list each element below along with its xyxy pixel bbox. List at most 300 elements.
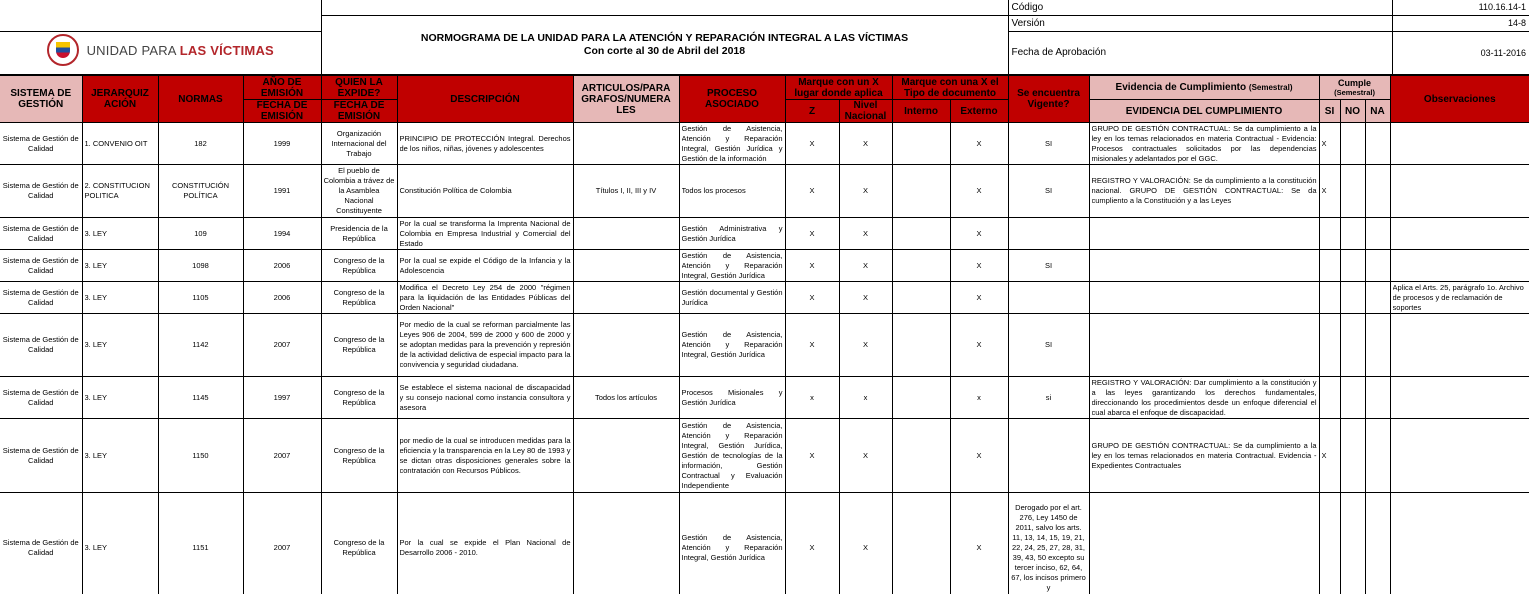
meta-codigo-label: Código xyxy=(1008,0,1392,15)
quien-cell xyxy=(321,250,397,282)
sistema-cell-text: Sistema de Gestión de Calidad xyxy=(2,537,79,557)
anio-cell-text: 1999 xyxy=(273,138,291,148)
proceso-cell xyxy=(679,250,785,282)
meta-fecha-value: 03-11-2016 xyxy=(1392,31,1529,74)
observaciones-cell xyxy=(1390,123,1529,165)
observaciones-cell xyxy=(1390,165,1529,218)
descripcion-cell xyxy=(397,250,573,282)
vigente-cell-text: Derogado por el art. 276, Ley 1450 de 2011, salvo los arts. 11, 13, 14, 15, 19, 21, 22, 24, 25, 27, 28, 31, 39, 43, 50 excepto su tercer inciso, 62, 64, 67, los incisos primero y xyxy=(1011,502,1086,592)
interno-cell xyxy=(892,123,950,165)
jerarquia-cell xyxy=(82,218,158,250)
col-evidencia-top: Evidencia de Cumplimiento (Semestral) xyxy=(1089,76,1319,100)
descripcion-cell xyxy=(397,493,573,594)
jerarquia-cell-text: 3. LEY xyxy=(84,260,108,270)
descripcion-cell-text: Modifica el Decreto Ley 254 de 2000 "régimen para la liquidación de las Entidades Públicas del Orden Nacional" xyxy=(399,282,571,312)
articulos-cell xyxy=(573,493,679,594)
nivel-nacional-cell-text: X xyxy=(863,260,869,270)
no-cell xyxy=(1340,282,1365,314)
evidencia-cell-text: GRUPO DE GESTIÓN CONTRACTUAL: Se da cumplimiento a la ley en los temas relacionados en materia Contractual. Evidencia -Expedientes Contractuales xyxy=(1091,440,1317,470)
lugar-z-cell xyxy=(785,123,839,165)
sistema-cell-text: Sistema de Gestión de Calidad xyxy=(2,335,79,354)
descripcion-cell-text: Por medio de la cual se reforman parcialmente las Leyes 906 de 2004, 599 de 2000 y 600 de 2000 y se adoptan medidas para la prevención y represión de la actividad delictiva de especial impacto para la convivencia y seguridad ciudadana. xyxy=(399,320,571,369)
table-row xyxy=(0,493,1529,594)
sistema-cell-text: Sistema de Gestión de Calidad xyxy=(2,387,79,407)
anio-cell xyxy=(243,282,321,314)
evidencia-cell xyxy=(1089,314,1319,377)
col-descripcion: DESCRIPCIÓN xyxy=(397,76,573,123)
sistema-cell-text: Sistema de Gestión de Calidad xyxy=(2,223,79,243)
title-line-1: NORMOGRAMA DE LA UNIDAD PARA LA ATENCIÓN Y REPARACIÓN INTEGRAL A LAS VÍCTIMAS xyxy=(420,31,909,44)
table-row xyxy=(0,419,1529,493)
na-cell xyxy=(1365,282,1390,314)
si-cell-text: X xyxy=(1321,138,1327,148)
observaciones-cell xyxy=(1390,377,1529,419)
evidencia-cell xyxy=(1089,218,1319,250)
descripcion-cell xyxy=(397,419,573,493)
externo-cell-text: X xyxy=(976,450,982,460)
table-row xyxy=(0,250,1529,282)
col-observaciones: Observaciones xyxy=(1390,76,1529,123)
articulos-cell xyxy=(573,165,679,218)
evidencia-cell xyxy=(1089,419,1319,493)
no-cell xyxy=(1340,250,1365,282)
si-cell-text: X xyxy=(1321,450,1327,460)
observaciones-cell xyxy=(1390,282,1529,314)
proceso-cell xyxy=(679,377,785,419)
quien-cell-text: Congreso de la República xyxy=(333,335,385,354)
na-cell xyxy=(1365,419,1390,493)
meta-fecha-label: Fecha de Aprobación xyxy=(1008,31,1392,74)
articulos-cell xyxy=(573,250,679,282)
vigente-cell-text: SI xyxy=(1044,260,1053,270)
descripcion-cell-text: Constitución Política de Colombia xyxy=(399,186,512,195)
quien-cell-text: Congreso de la República xyxy=(333,287,385,307)
proceso-cell xyxy=(679,314,785,377)
col-proceso: PROCESO ASOCIADO xyxy=(679,76,785,123)
vigente-cell xyxy=(1008,123,1089,165)
proceso-cell xyxy=(679,493,785,594)
anio-cell xyxy=(243,250,321,282)
vigente-cell-text: SI xyxy=(1044,138,1053,148)
anio-cell-text: 1991 xyxy=(273,186,291,195)
table-row xyxy=(0,218,1529,250)
externo-cell xyxy=(950,250,1008,282)
sistema-cell-text: Sistema de Gestión de Calidad xyxy=(2,445,79,465)
vigente-cell xyxy=(1008,218,1089,250)
descripcion-cell xyxy=(397,165,573,218)
interno-cell xyxy=(892,218,950,250)
articulos-cell xyxy=(573,314,679,377)
proceso-cell-text: Todos los procesos xyxy=(681,186,746,195)
si-cell xyxy=(1319,282,1340,314)
col-quien-fecha: FECHA DE EMISIÓN xyxy=(321,100,397,123)
vigente-cell-text: si xyxy=(1045,392,1052,402)
jerarquia-cell-text: 3. LEY xyxy=(84,392,108,402)
interno-cell xyxy=(892,314,950,377)
no-cell xyxy=(1340,314,1365,377)
table-row xyxy=(0,123,1529,165)
quien-cell-text: Congreso de la República xyxy=(333,537,385,557)
quien-cell xyxy=(321,419,397,493)
proceso-cell xyxy=(679,123,785,165)
logo-text: UNIDAD PARA LAS VÍCTIMAS xyxy=(86,42,274,58)
jerarquia-cell xyxy=(82,123,158,165)
nivel-nacional-cell xyxy=(839,165,892,218)
vigente-cell xyxy=(1008,250,1089,282)
anio-cell-text: 1997 xyxy=(273,392,291,402)
proceso-cell xyxy=(679,282,785,314)
si-cell xyxy=(1319,419,1340,493)
logo-cell xyxy=(0,31,321,74)
nivel-nacional-cell-text: X xyxy=(863,138,869,148)
col-quien: QUIEN LA EXPIDE? xyxy=(321,76,397,100)
si-cell xyxy=(1319,377,1340,419)
anio-cell xyxy=(243,165,321,218)
articulos-cell xyxy=(573,123,679,165)
descripcion-cell-text: PRINCIPIO DE PROTECCIÓN Integral. Derechos de los niños, niñas, jóvenes y adolescentes xyxy=(399,133,571,153)
col-interno: Interno xyxy=(892,100,950,123)
col-marque-lugar: Marque con un X lugar donde aplica xyxy=(785,76,892,100)
vigente-cell xyxy=(1008,493,1089,594)
quien-cell-text: Congreso de la República xyxy=(333,255,385,275)
col-fecha-emision: FECHA DE EMISIÓN xyxy=(243,100,321,123)
norma-cell-text: 1151 xyxy=(192,542,209,552)
norma-cell-text: 1105 xyxy=(192,292,209,302)
jerarquia-cell-text: 3. LEY xyxy=(84,228,108,238)
proceso-cell-text: Gestión documental y Gestión Jurídica xyxy=(681,287,783,307)
descripcion-cell-text: Por la cual se transforma la Imprenta Nacional de Colombia en Empresa Industrial y Comercial del Estado xyxy=(399,218,571,248)
col-lugar-nacional: Nivel Nacional xyxy=(839,100,892,123)
quien-cell xyxy=(321,165,397,218)
jerarquia-cell-text: 2. CONSTITUCION POLITICA xyxy=(84,181,150,200)
interno-cell xyxy=(892,493,950,594)
na-cell xyxy=(1365,314,1390,377)
quien-cell xyxy=(321,377,397,419)
quien-cell-text: Organización Internacional del Trabajo xyxy=(331,128,387,158)
jerarquia-cell-text: 3. LEY xyxy=(84,340,108,349)
descripcion-cell-text: Por la cual se expide el Código de la Infancia y la Adolescencia xyxy=(399,255,571,275)
externo-cell-text: X xyxy=(976,292,982,302)
anio-cell xyxy=(243,123,321,165)
jerarquia-cell-text: 1. CONVENIO OIT xyxy=(84,138,148,148)
vigente-cell xyxy=(1008,377,1089,419)
sistema-cell xyxy=(0,419,82,493)
nivel-nacional-cell xyxy=(839,419,892,493)
anio-cell xyxy=(243,377,321,419)
nivel-nacional-cell xyxy=(839,493,892,594)
col-na: NA xyxy=(1365,100,1390,123)
descripcion-cell-text: por medio de la cual se introducen medidas para la eficiencia y la transparencia en la Ley 80 de 1993 y se dictan otras disposiciones generales sobre la contratación con Recursos Públicos. xyxy=(399,435,571,475)
anio-cell-text: 2007 xyxy=(273,450,291,460)
quien-cell-text: Congreso de la República xyxy=(333,387,385,407)
vigente-cell xyxy=(1008,314,1089,377)
proceso-cell-text: Gestión de Asistencia, Atención y Reparación Integral, Gestión Jurídica xyxy=(681,532,783,562)
norma-cell-text: 1145 xyxy=(192,392,209,402)
nivel-nacional-cell-text: X xyxy=(863,450,869,460)
articulos-cell-text: Títulos I, II, III y IV xyxy=(595,186,657,195)
sistema-cell-text: Sistema de Gestión de Calidad xyxy=(2,181,79,200)
na-cell xyxy=(1365,377,1390,419)
descripcion-cell xyxy=(397,377,573,419)
nivel-nacional-cell-text: X xyxy=(863,186,869,195)
observaciones-cell xyxy=(1390,419,1529,493)
observaciones-cell xyxy=(1390,493,1529,594)
quien-cell xyxy=(321,314,397,377)
nivel-nacional-cell-text: X xyxy=(863,542,869,552)
norma-cell-text: 1150 xyxy=(192,450,209,460)
externo-cell-text: x xyxy=(977,392,981,402)
col-normas: NORMAS xyxy=(158,76,243,123)
proceso-cell-text: Gestión de Asistencia, Atención y Reparación Integral, Gestión Jurídica xyxy=(681,250,783,280)
proceso-cell-text: Gestión de Asistencia, Atención y Reparación Integral, Gestión Jurídica, Gestión de tecnologías de la información, Gestión Contractual y Evaluación Independiente xyxy=(681,420,783,490)
unidad-victimas-logo xyxy=(47,34,274,66)
nivel-nacional-cell xyxy=(839,314,892,377)
articulos-cell-text: Todos los artículos xyxy=(594,392,658,402)
interno-cell xyxy=(892,377,950,419)
externo-cell-text: X xyxy=(976,186,982,195)
interno-cell xyxy=(892,419,950,493)
colombia-seal-icon xyxy=(47,34,79,66)
meta-codigo-value: 110.16.14-1 xyxy=(1392,0,1529,15)
lugar-z-cell xyxy=(785,218,839,250)
articulos-cell xyxy=(573,419,679,493)
jerarquia-cell xyxy=(82,377,158,419)
lugar-z-cell-text: X xyxy=(809,228,815,238)
proceso-cell-text: Gestión de Asistencia, Atención y Reparación Integral, Gestión Jurídica xyxy=(681,330,783,359)
articulos-cell xyxy=(573,377,679,419)
lugar-z-cell-text: X xyxy=(809,260,815,270)
anio-cell xyxy=(243,493,321,594)
lugar-z-cell xyxy=(785,282,839,314)
jerarquia-cell xyxy=(82,419,158,493)
col-vigente: Se encuentra Vigente? xyxy=(1008,76,1089,123)
si-cell xyxy=(1319,250,1340,282)
jerarquia-cell-text: 3. LEY xyxy=(84,542,108,552)
norma-cell xyxy=(158,282,243,314)
jerarquia-cell-text: 3. LEY xyxy=(84,292,108,302)
evidencia-cell xyxy=(1089,123,1319,165)
externo-cell xyxy=(950,123,1008,165)
anio-cell xyxy=(243,419,321,493)
lugar-z-cell xyxy=(785,493,839,594)
col-articulos: ARTICULOS/PARA GRAFOS/NUMERA LES xyxy=(573,76,679,123)
externo-cell-text: X xyxy=(976,228,982,238)
jerarquia-cell-text: 3. LEY xyxy=(84,450,108,460)
lugar-z-cell-text: X xyxy=(809,450,815,460)
si-cell xyxy=(1319,218,1340,250)
jerarquia-cell xyxy=(82,282,158,314)
proceso-cell-text: Gestión Administrativa y Gestión Jurídica xyxy=(681,223,783,243)
externo-cell xyxy=(950,218,1008,250)
no-cell xyxy=(1340,419,1365,493)
vigente-cell-text: SI xyxy=(1044,340,1053,349)
no-cell xyxy=(1340,377,1365,419)
si-cell xyxy=(1319,165,1340,218)
vigente-cell xyxy=(1008,165,1089,218)
evidencia-cell xyxy=(1089,250,1319,282)
evidencia-cell-text: GRUPO DE GESTIÓN CONTRACTUAL: Se da cumplimiento a la ley en los temas relacionados en materia Contractual - Evidencia: Procesos contractuales solicitados por las dependencias misionales y adelantados por el GGC. xyxy=(1091,123,1317,163)
no-cell xyxy=(1340,165,1365,218)
anio-cell-text: 2007 xyxy=(273,340,291,349)
norma-cell xyxy=(158,123,243,165)
vigente-cell xyxy=(1008,419,1089,493)
si-cell-text: X xyxy=(1321,186,1327,195)
anio-cell-text: 1994 xyxy=(273,228,291,238)
meta-version-value: 14-8 xyxy=(1392,15,1529,31)
lugar-z-cell xyxy=(785,419,839,493)
na-cell xyxy=(1365,250,1390,282)
norma-cell-text: 182 xyxy=(194,138,207,148)
jerarquia-cell xyxy=(82,250,158,282)
col-no: NO xyxy=(1340,100,1365,123)
anio-cell-text: 2006 xyxy=(273,292,291,302)
lugar-z-cell-text: x xyxy=(810,392,814,402)
na-cell xyxy=(1365,165,1390,218)
nivel-nacional-cell xyxy=(839,218,892,250)
no-cell xyxy=(1340,218,1365,250)
normograma-table xyxy=(0,75,1529,594)
interno-cell xyxy=(892,165,950,218)
externo-cell xyxy=(950,377,1008,419)
norma-cell xyxy=(158,165,243,218)
externo-cell-text: X xyxy=(976,260,982,270)
sistema-cell xyxy=(0,314,82,377)
norma-cell-text: CONSTITUCIÓN POLÍTICA xyxy=(171,181,230,200)
externo-cell xyxy=(950,314,1008,377)
descripcion-cell xyxy=(397,314,573,377)
externo-cell xyxy=(950,419,1008,493)
col-cumple: Cumple (Semestral) xyxy=(1319,76,1390,100)
na-cell xyxy=(1365,123,1390,165)
quien-cell xyxy=(321,123,397,165)
externo-cell-text: X xyxy=(976,340,982,349)
sistema-cell-text: Sistema de Gestión de Calidad xyxy=(2,255,79,275)
header-row-top xyxy=(0,76,1529,100)
evidencia-cell-text: REGISTRO Y VALORACIÓN: Dar cumplimiento a la constitución y a las leyes garantizando los derechos fundamentales, direccionando los procedimientos desde un enfoque diferencial el cual abarca el enfoque de discapacidad. xyxy=(1091,377,1317,417)
norma-cell xyxy=(158,377,243,419)
externo-cell-text: X xyxy=(976,138,982,148)
lugar-z-cell xyxy=(785,165,839,218)
norma-cell-text: 109 xyxy=(194,228,207,238)
quien-cell-text: Presidencia de la República xyxy=(330,223,388,243)
table-row xyxy=(0,165,1529,218)
lugar-z-cell-text: X xyxy=(809,542,815,552)
lugar-z-cell xyxy=(785,377,839,419)
articulos-cell xyxy=(573,218,679,250)
meta-version-label: Versión xyxy=(1008,15,1392,31)
observaciones-cell xyxy=(1390,250,1529,282)
jerarquia-cell xyxy=(82,314,158,377)
nivel-nacional-cell-text: x xyxy=(863,392,868,402)
externo-cell xyxy=(950,165,1008,218)
nivel-nacional-cell-text: X xyxy=(863,292,869,302)
nivel-nacional-cell xyxy=(839,377,892,419)
observaciones-cell xyxy=(1390,218,1529,250)
anio-cell xyxy=(243,314,321,377)
proceso-cell-text: Procesos Misionales y Gestión Jurídica xyxy=(681,387,783,407)
externo-cell xyxy=(950,282,1008,314)
anio-cell-text: 2006 xyxy=(273,260,291,270)
nivel-nacional-cell-text: X xyxy=(863,340,869,349)
jerarquia-cell xyxy=(82,493,158,594)
col-evidencia-bottom: EVIDENCIA DEL CUMPLIMIENTO xyxy=(1089,100,1319,123)
si-cell xyxy=(1319,123,1340,165)
quien-cell xyxy=(321,493,397,594)
col-lugar-a: Z xyxy=(785,100,839,123)
col-externo: Externo xyxy=(950,100,1008,123)
proceso-cell xyxy=(679,218,785,250)
sistema-cell-text: Sistema de Gestión de Calidad xyxy=(2,287,79,307)
sistema-cell xyxy=(0,282,82,314)
lugar-z-cell-text: X xyxy=(809,340,815,349)
descripcion-cell-text: Se establece el sistema nacional de discapacidad y su consejo nacional como instancia consultora y asesora xyxy=(399,382,571,412)
col-sistema: SISTEMA DE GESTIÓN xyxy=(0,76,82,123)
document-header xyxy=(0,0,1529,75)
anio-cell-text: 2007 xyxy=(273,542,291,552)
anio-cell xyxy=(243,218,321,250)
si-cell xyxy=(1319,314,1340,377)
no-cell xyxy=(1340,493,1365,594)
sistema-cell xyxy=(0,218,82,250)
norma-cell xyxy=(158,314,243,377)
col-jerarquia: JERARQUIZ ACIÓN xyxy=(82,76,158,123)
externo-cell-text: X xyxy=(976,542,982,552)
na-cell xyxy=(1365,493,1390,594)
document-title xyxy=(321,15,1008,74)
nivel-nacional-cell xyxy=(839,123,892,165)
lugar-z-cell-text: X xyxy=(809,292,815,302)
norma-cell xyxy=(158,419,243,493)
interno-cell xyxy=(892,282,950,314)
proceso-cell xyxy=(679,419,785,493)
lugar-z-cell xyxy=(785,314,839,377)
jerarquia-cell xyxy=(82,165,158,218)
observaciones-cell-text: Aplica el Arts. 25, parágrafo 1o. Archivo de procesos y de reclamación de soportes xyxy=(1392,282,1524,312)
table-row xyxy=(0,377,1529,419)
vigente-cell-text: SI xyxy=(1044,186,1053,195)
lugar-z-cell xyxy=(785,250,839,282)
quien-cell xyxy=(321,218,397,250)
interno-cell xyxy=(892,250,950,282)
na-cell xyxy=(1365,218,1390,250)
table-row xyxy=(0,282,1529,314)
col-anio: AÑO DE EMISIÓN xyxy=(243,76,321,100)
no-cell xyxy=(1340,123,1365,165)
descripcion-cell xyxy=(397,282,573,314)
evidencia-cell xyxy=(1089,377,1319,419)
lugar-z-cell-text: X xyxy=(809,138,815,148)
externo-cell xyxy=(950,493,1008,594)
sistema-cell xyxy=(0,493,82,594)
table-body xyxy=(0,123,1529,594)
col-si: SI xyxy=(1319,100,1340,123)
proceso-cell xyxy=(679,165,785,218)
title-line-2: Con corte al 30 de Abril del 2018 xyxy=(583,44,746,57)
vigente-cell xyxy=(1008,282,1089,314)
norma-cell xyxy=(158,250,243,282)
descripcion-cell xyxy=(397,123,573,165)
nivel-nacional-cell xyxy=(839,250,892,282)
descripcion-cell xyxy=(397,218,573,250)
sistema-cell-text: Sistema de Gestión de Calidad xyxy=(2,133,79,153)
norma-cell-text: 1142 xyxy=(192,340,209,349)
descripcion-cell-text: Por la cual se expide el Plan Nacional de Desarrollo 2006 - 2010. xyxy=(399,537,571,557)
nivel-nacional-cell xyxy=(839,282,892,314)
norma-cell xyxy=(158,493,243,594)
col-marque-tipo: Marque con una X el Tipo de documento xyxy=(892,76,1008,100)
si-cell xyxy=(1319,493,1340,594)
norma-cell xyxy=(158,218,243,250)
